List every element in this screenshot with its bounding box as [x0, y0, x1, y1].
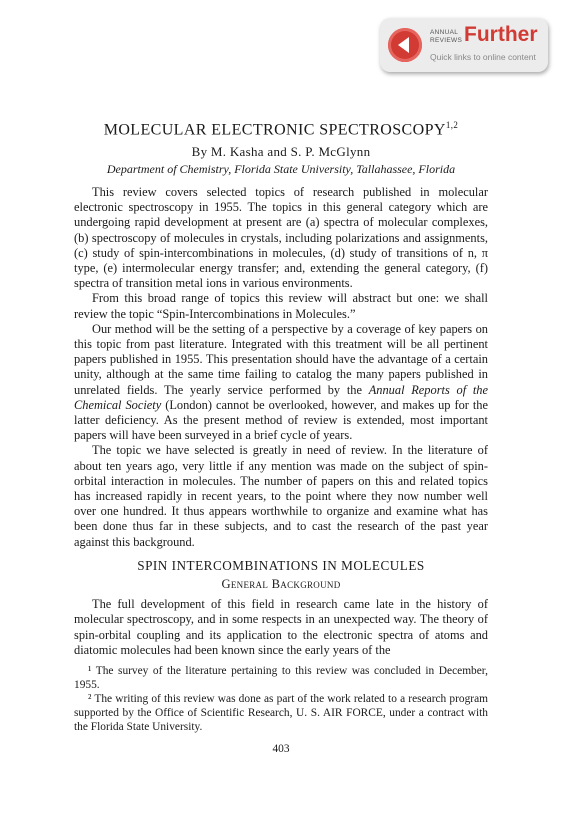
body-paragraph: This review covers selected topics of research published in molecular electronic spectroscopy in 1955. The topics in this general category which are undergoing rapid development at present are (a) spectra of molecular complexes, (b) spectroscopy of molecules in crystals, including polarizations and assignments, (c) study of spin-intercombinations in molecules, (d) study of transitions of n, π type, (e) intermolecular energy transfer; and, extending the general category, (f) spectra of transition metal ions in various environments. — [74, 184, 488, 291]
footnote-1: ¹ The survey of the literature pertaining to this review was concluded in December, 1955. — [74, 665, 488, 692]
body-paragraph: Our method will be the setting of a perspective by a coverage of key papers on this topic from past literature. Integrated with this treatment will be all pertinent papers published in 1955. This presentation should have the advantage of a certain unity, although at the same time failing to catalog the many papers published in unrelated fields. The yearly service performed by the Annual Reports of the Chemical Society (London) cannot be overlooked, however, and makes up for the latter deficiency. As the present method of review is extended, most important papers will have been surveyed in a brief cycle of years. — [74, 321, 488, 443]
banner-publisher: ANNUAL REVIEWS — [430, 29, 463, 44]
subsection-heading: General Background — [221, 577, 341, 592]
article-title: MOLECULAR ELECTRONIC SPECTROSCOPY$^{1,2}$ — [103, 120, 459, 139]
banner-title: Further — [464, 23, 538, 46]
section-heading: SPIN INTERCOMBINATIONS IN MOLECULES — [137, 557, 425, 573]
journal-name: Annual Reports of the Chemical Society — [74, 382, 488, 412]
body-paragraph: From this broad range of topics this review will abstract but one: we shall review the topic “Spin-Intercombinations in Molecules.” — [74, 291, 488, 321]
further-banner[interactable] — [380, 18, 548, 72]
play-icon — [388, 28, 422, 62]
article-affiliation: Department of Chemistry, Florida State University, Tallahassee, Florida — [106, 161, 456, 176]
page-number: 403 — [272, 743, 290, 756]
article-page — [74, 118, 488, 757]
article-authors: By M. Kasha and S. P. McGlynn — [191, 143, 371, 159]
body-paragraph: The full development of this field in research came late in the history of molecular spectroscopy, and in some respects in an unexpected way. The theory of spin-orbital coupling and its application to the electronic spectra of atoms and diatomic molecules had been known since the early years of the — [74, 597, 488, 657]
footnotes — [74, 664, 488, 734]
footnote-2: ² The writing of this review was done as part of the work related to a research program supported by the Office of Scientific Research, U. S. AIR FORCE, under a contract with the Florida State University. — [74, 693, 488, 734]
banner-subtitle: Quick links to online content — [430, 52, 536, 62]
body-paragraph: The topic we have selected is greatly in need of review. In the literature of about ten years ago, very little if any mention was made on the subject of spin-orbital interaction in molecules. The number of papers on this and related topics has increased rapidly in recent years, to the point where they now number well over one hundred. It thus appears worthwhile to organize and examine what has been done thus far in these subjects, and to cast the research of the past year against this background. — [74, 443, 488, 549]
